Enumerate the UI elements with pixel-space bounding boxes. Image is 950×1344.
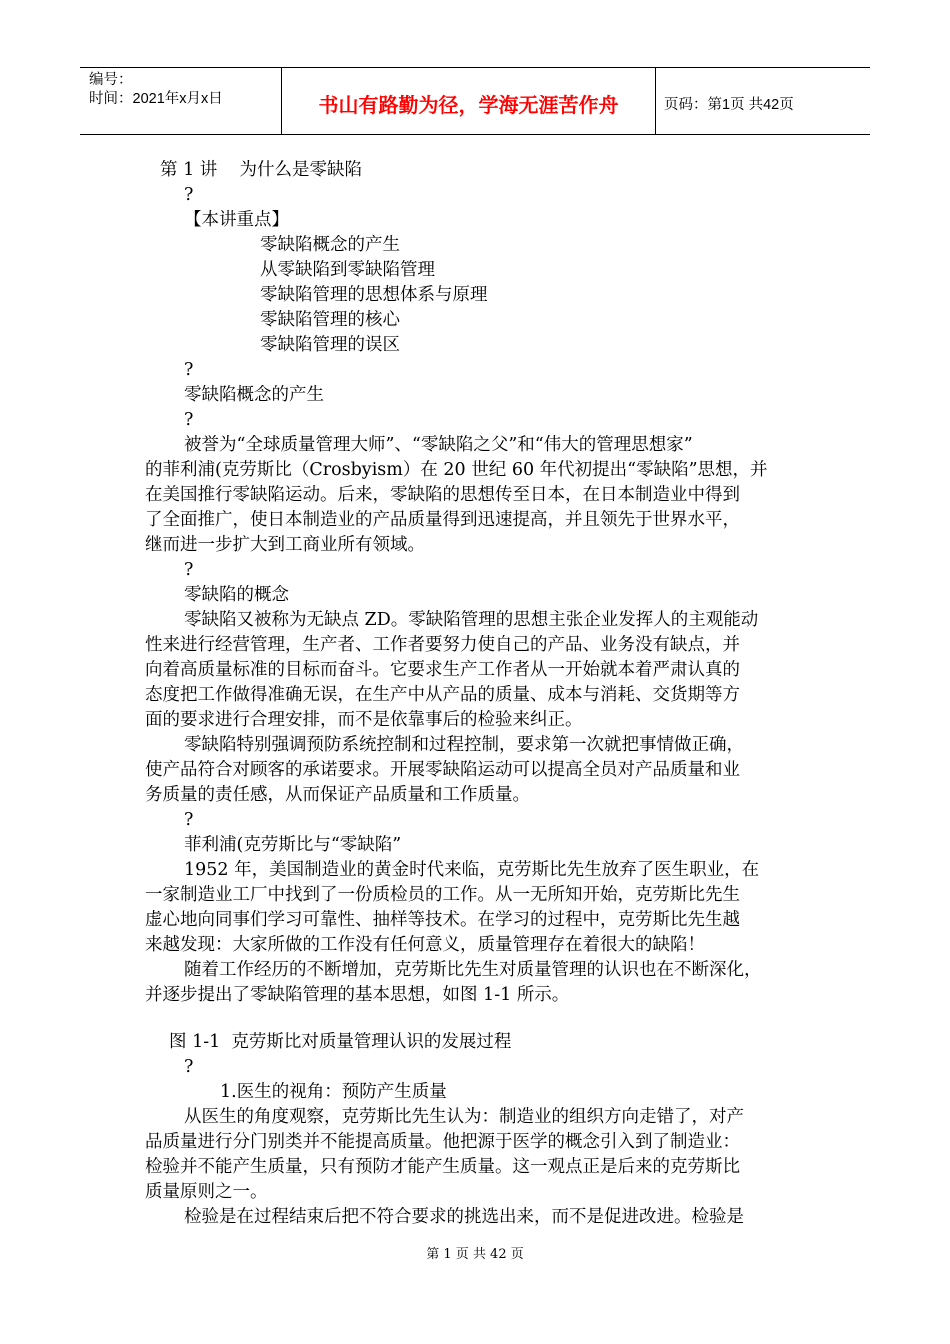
lecture-title: 第 1 讲 为什么是零缺陷 (160, 160, 363, 180)
paragraph-line: 了全面推广，使日本制造业的产品质量得到迅速提高，并且领先于世界水平， (145, 510, 740, 530)
paragraph-line: 在美国推行零缺陷运动。后来，零缺陷的思想传至日本，在日本制造业中得到 (145, 485, 740, 505)
paragraph-line: 零缺陷又被称为无缺点 ZD。零缺陷管理的思想主张企业发挥人的主观能动 (184, 610, 759, 630)
paragraph-line: 的菲利浦(克劳斯比（Crosbyism）在 20 世纪 60 年代初提出“零缺陷”思想，并 (145, 460, 768, 480)
header-page-info: 页码：第1页 共42页 (664, 96, 794, 113)
placeholder-mark: ? (184, 810, 194, 830)
key-point-item: 零缺陷概念的产生 (260, 235, 400, 255)
paragraph-line: 来越发现：大家所做的工作没有任何意义，质量管理存在着很大的缺陷！ (145, 935, 705, 955)
placeholder-mark: ? (184, 560, 194, 580)
paragraph-line: 性来进行经营管理，生产者、工作者要努力使自己的产品、业务没有缺点，并 (145, 635, 740, 655)
section-heading: 零缺陷的概念 (184, 585, 289, 605)
paragraph-line: 使产品符合对顾客的承诺要求。开展零缺陷运动可以提高全员对产品质量和业 (145, 760, 740, 780)
key-point-item: 零缺陷管理的误区 (260, 335, 400, 355)
paragraph-line: 检验并不能产生质量，只有预防才能产生质量。这一观点正是后来的克劳斯比 (145, 1157, 740, 1177)
key-point-item: 零缺陷管理的核心 (260, 310, 400, 330)
paragraph-line: 并逐步提出了零缺陷管理的基本思想，如图 1-1 所示。 (145, 985, 570, 1005)
key-point-item: 零缺陷管理的思想体系与原理 (260, 285, 488, 305)
key-point-item: 从零缺陷到零缺陷管理 (260, 260, 435, 280)
paragraph-line: 态度把工作做得准确无误，在生产中从产品的质量、成本与消耗、交货期等方 (145, 685, 740, 705)
paragraph-line: 向着高质量标准的目标而奋斗。它要求生产工作者从一开始就本着严肃认真的 (145, 660, 740, 680)
placeholder-mark: ? (184, 1057, 194, 1077)
document-date: 时间：2021年x月x日 (89, 91, 223, 107)
placeholder-mark: ? (184, 360, 194, 380)
placeholder-mark: ? (184, 410, 194, 430)
paragraph-line: 检验是在过程结束后把不符合要求的挑选出来，而不是促进改进。检验是 (184, 1207, 744, 1227)
paragraph-line: 随着工作经历的不断增加，克劳斯比先生对质量管理的认识也在不断深化， (184, 960, 762, 980)
paragraph-line: 1952 年，美国制造业的黄金时代来临，克劳斯比先生放弃了医生职业，在 (184, 860, 760, 880)
paragraph-line: 一家制造业工厂中找到了一份质检员的工作。从一无所知开始，克劳斯比先生 (145, 885, 740, 905)
paragraph-line: 虚心地向同事们学习可靠性、抽样等技术。在学习的过程中，克劳斯比先生越 (145, 910, 740, 930)
placeholder-mark: ? (184, 185, 194, 205)
paragraph-line: 零缺陷特别强调预防系统控制和过程控制，要求第一次就把事情做正确， (184, 735, 744, 755)
paragraph-line: 继而进一步扩大到工商业所有领域。 (145, 535, 425, 555)
subsection-heading: 1.医生的视角：预防产生质量 (220, 1082, 447, 1102)
page-footer: 第 1 页 共 42 页 (426, 1247, 524, 1262)
figure-caption: 图 1-1 克劳斯比对质量管理认识的发展过程 (169, 1032, 512, 1052)
paragraph-line: 面的要求进行合理安排，而不是依靠事后的检验来纠正。 (145, 710, 583, 730)
paragraph-line: 被誉为“全球质量管理大师”、“零缺陷之父”和“伟大的管理思想家” (184, 435, 693, 455)
paragraph-line: 从医生的角度观察，克劳斯比先生认为：制造业的组织方向走错了，对产 (184, 1107, 744, 1127)
section-heading: 零缺陷概念的产生 (184, 385, 324, 405)
paragraph-line: 品质量进行分门别类并不能提高质量。他把源于医学的概念引入到了制造业： (145, 1132, 740, 1152)
document-number: 编号： (89, 72, 133, 88)
paragraph-line: 务质量的责任感，从而保证产品质量和工作质量。 (145, 785, 530, 805)
page-header (80, 67, 870, 135)
section-heading: 【本讲重点】 (184, 210, 289, 230)
paragraph-line: 质量原则之一。 (145, 1182, 268, 1202)
header-motto: 书山有路勤为径，学海无涯苦作舟 (282, 68, 656, 134)
section-heading: 菲利浦(克劳斯比与“零缺陷” (184, 835, 402, 855)
header-meta (80, 68, 282, 134)
